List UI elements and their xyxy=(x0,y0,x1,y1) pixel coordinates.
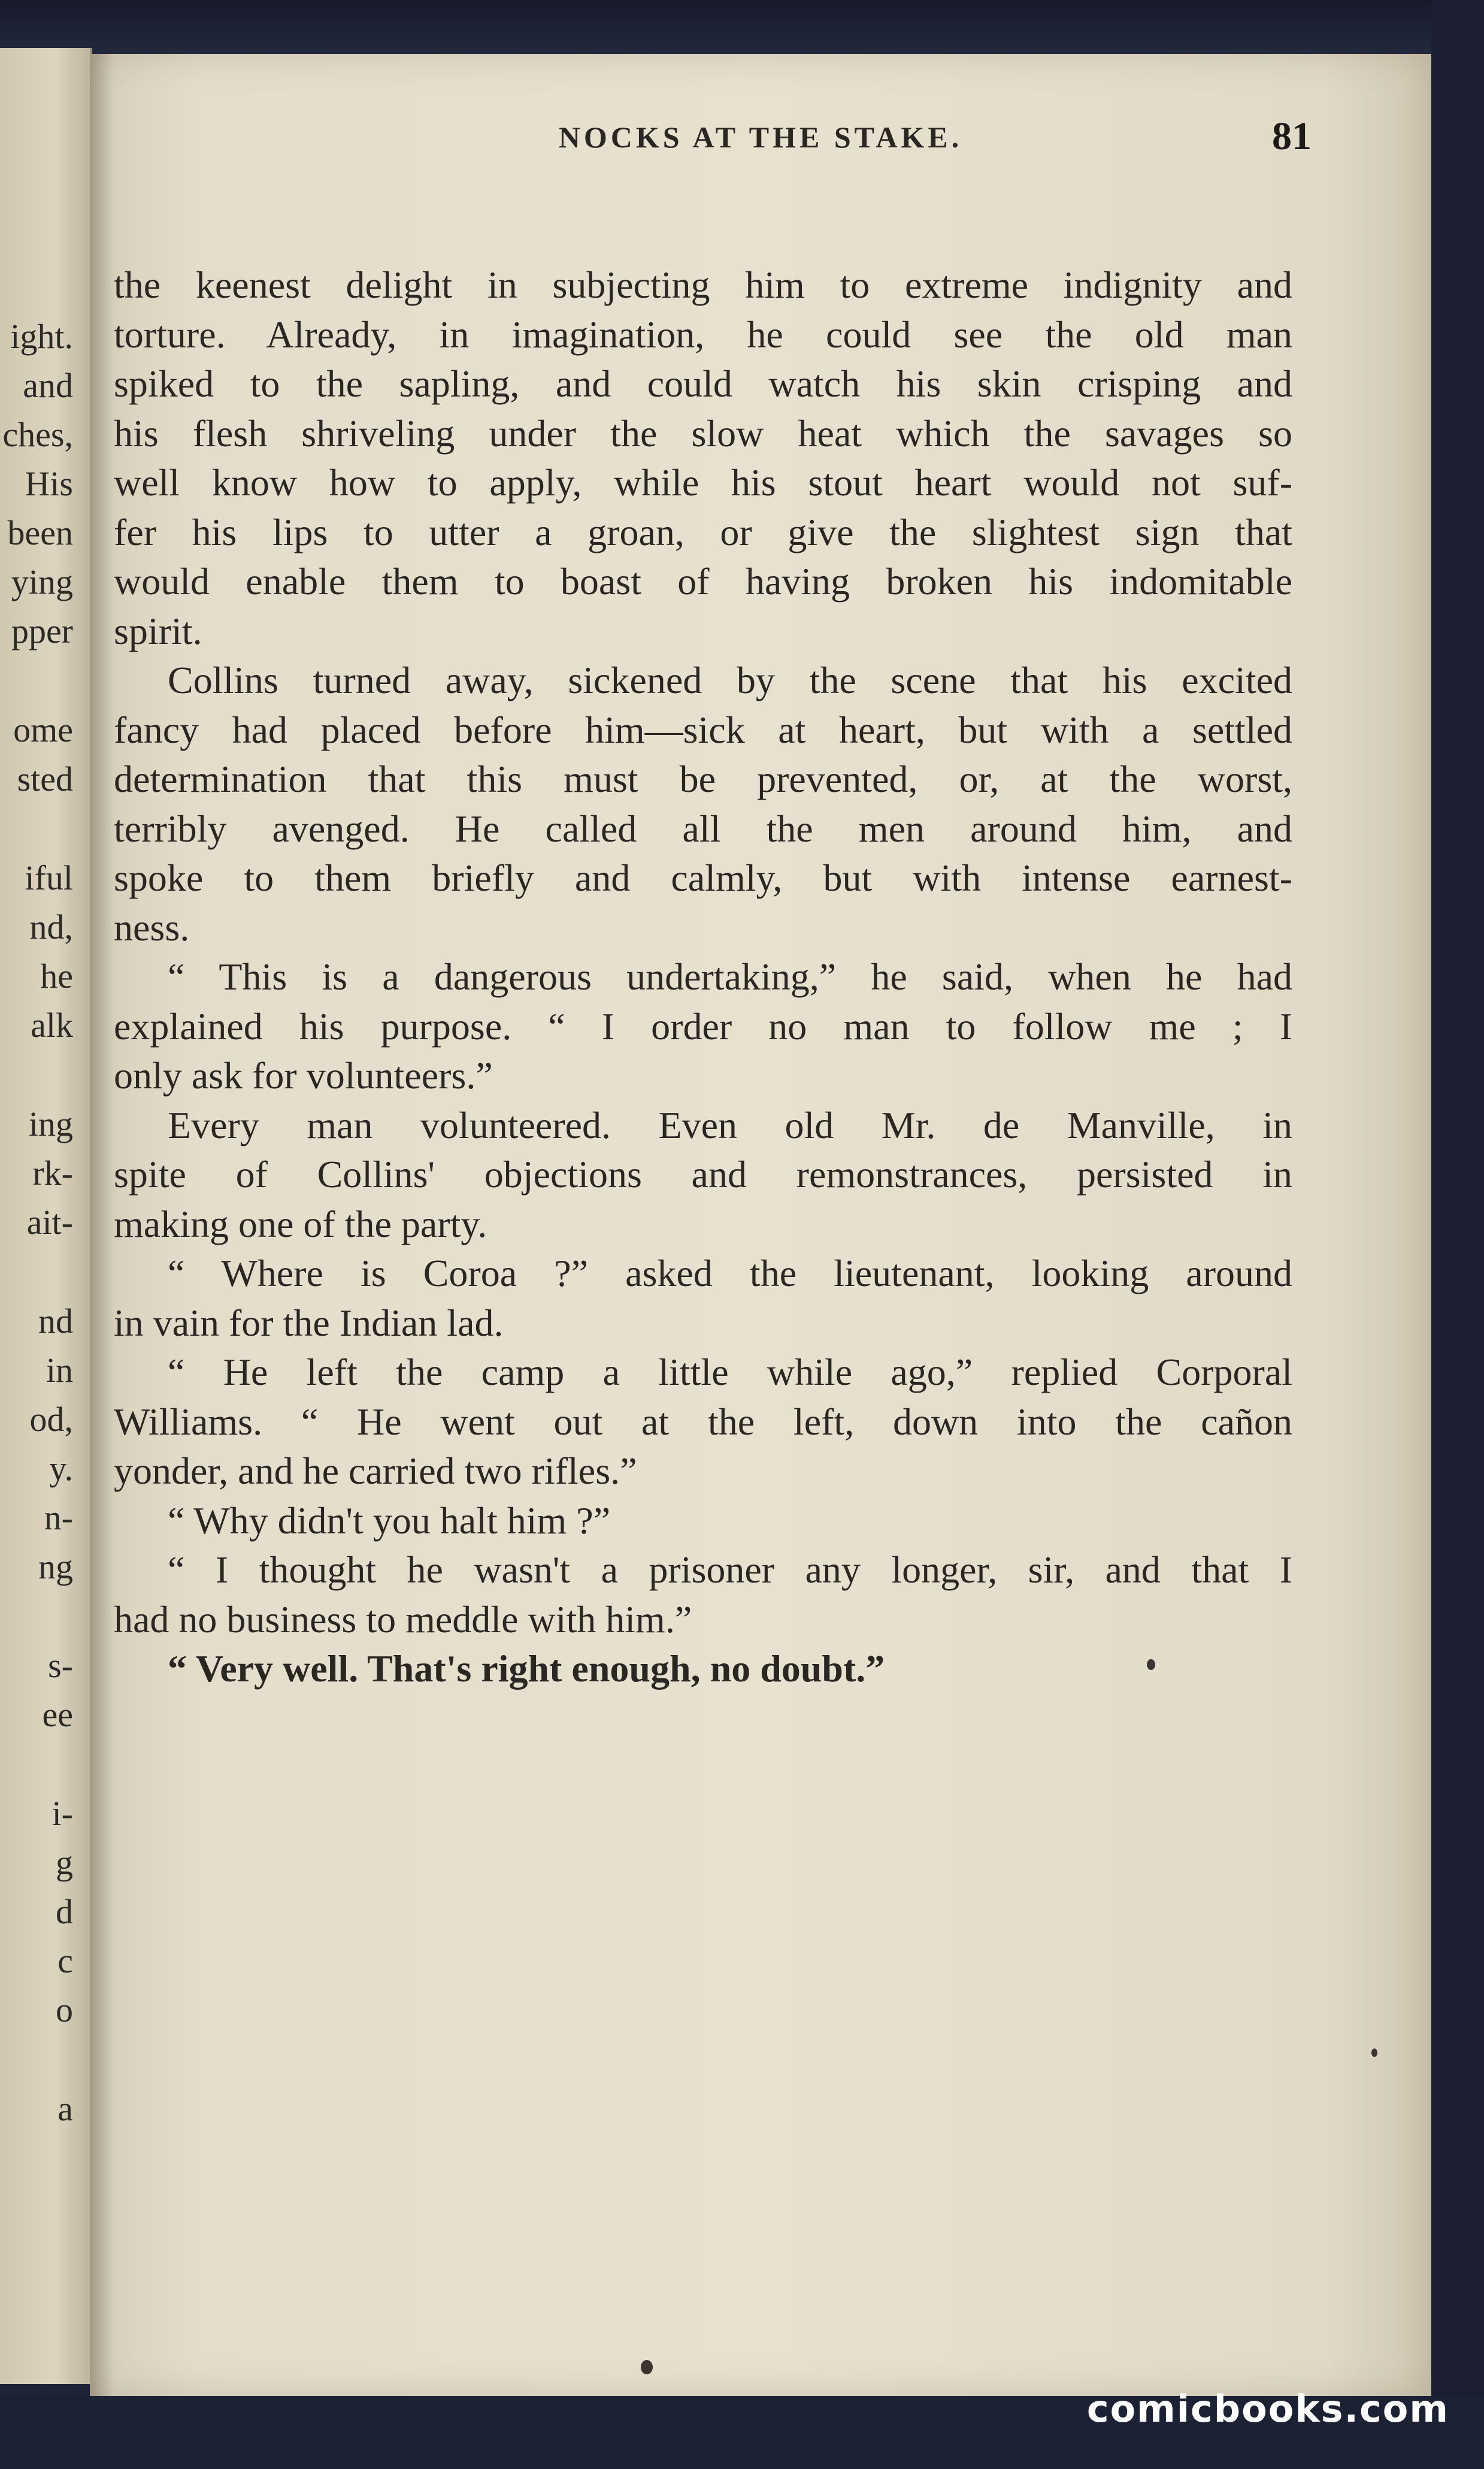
previous-page-fragment: ing xyxy=(28,1105,73,1143)
previous-page-fragment: i- xyxy=(52,1794,73,1833)
text-line: explained his purpose. “ I order no man to follow me ; I xyxy=(114,1004,1292,1048)
previous-page-fragment: in xyxy=(46,1351,73,1390)
text-line: “ He left the camp a little while ago,” replied Corporal xyxy=(168,1351,1292,1393)
previous-page-fragment: pper xyxy=(11,612,73,650)
text-line: spirit. xyxy=(114,609,202,652)
ink-speck xyxy=(1371,2049,1377,2057)
text-line: in vain for the Indian lad. xyxy=(114,1301,504,1344)
ink-speck xyxy=(1147,1659,1155,1670)
text-line: “ Very well. That's right enough, no doubt.” xyxy=(168,1647,885,1690)
previous-page-fragment: y. xyxy=(49,1449,73,1488)
previous-page-fragment: nd, xyxy=(29,907,73,946)
previous-page-fragment: ying xyxy=(11,562,73,601)
text-line: only ask for volunteers.” xyxy=(114,1054,493,1097)
text-line: Every man volunteered. Even old Mr. de Manville, in xyxy=(168,1103,1292,1146)
previous-page-fragment: ches, xyxy=(2,415,73,454)
text-line: Collins turned away, sickened by the scene that his excited xyxy=(168,659,1292,701)
previous-page-fragment: n- xyxy=(44,1498,73,1537)
text-line: yonder, and he carried two rifles.” xyxy=(114,1450,637,1492)
previous-page-fragment: ng xyxy=(38,1547,73,1586)
previous-page-fragment: and xyxy=(23,366,73,405)
text-line: spite of Collins' objections and remonstrances, persisted in xyxy=(114,1153,1292,1196)
text-line: spiked to the sapling, and could watch his skin crisping and xyxy=(114,362,1292,405)
site-watermark: comicbooks.com xyxy=(1086,2387,1449,2431)
previous-page-fragment: rk- xyxy=(32,1154,73,1193)
page-number: 81 xyxy=(1272,114,1312,158)
gutter-shadow xyxy=(90,54,114,2396)
running-head: NOCKS AT THE STAKE. xyxy=(558,120,963,154)
previous-page-fragment: o xyxy=(56,1990,73,2029)
text-line: Williams. “ He went out at the left, down into the cañon xyxy=(114,1400,1292,1443)
text-line: fer his lips to utter a groan, or give the slightest sign that xyxy=(114,510,1292,553)
text-line: “ Where is Coroa ?” asked the lieutenant, looking around xyxy=(168,1252,1292,1294)
text-line: ness. xyxy=(114,906,190,949)
previous-page-fragment: nd xyxy=(38,1302,73,1341)
text-line: “ Why didn't you halt him ?” xyxy=(168,1499,611,1542)
text-line: fancy had placed before him—sick at heart, but with a settled xyxy=(114,708,1292,751)
text-line: the keenest delight in subjecting him to extreme indignity and xyxy=(114,264,1292,306)
previous-page-edge xyxy=(0,48,92,2384)
previous-page-fragment: c xyxy=(57,1941,73,1980)
text-line: making one of the party. xyxy=(114,1202,487,1245)
previous-page-fragment: he xyxy=(40,957,73,996)
text-line: terribly avenged. He called all the men around him, and xyxy=(114,807,1292,850)
text-line: “ I thought he wasn't a prisoner any longer, sir, and that I xyxy=(168,1548,1292,1591)
previous-page-fragment: od, xyxy=(29,1400,73,1439)
text-line: well know how to apply, while his stout heart would not suf- xyxy=(114,461,1292,504)
body-text xyxy=(114,261,1292,1694)
text-line: would enable them to boast of having broken his indomitable xyxy=(114,560,1292,603)
text-line: had no business to meddle with him.” xyxy=(114,1597,692,1641)
text-line: his flesh shriveling under the slow heat which the savages so xyxy=(114,412,1292,455)
book-page xyxy=(90,54,1431,2396)
previous-page-fragment: ight. xyxy=(10,317,73,356)
previous-page-fragment: been xyxy=(7,513,73,552)
previous-page-fragment: ee xyxy=(42,1695,73,1734)
previous-page-fragment: alk xyxy=(31,1006,73,1045)
previous-page-fragment: sted xyxy=(17,760,73,798)
previous-page-fragment: d xyxy=(56,1892,73,1931)
top-border xyxy=(0,0,1484,54)
ink-speck xyxy=(641,2360,653,2374)
previous-page-fragment: iful xyxy=(25,858,73,897)
previous-page-fragment: ome xyxy=(13,710,73,749)
text-line: spoke to them briefly and calmly, but with intense earnest- xyxy=(114,857,1292,899)
text-line: torture. Already, in imagination, he could see the old man xyxy=(114,313,1292,356)
text-line: determination that this must be prevented, or, at the worst, xyxy=(114,758,1292,800)
previous-page-fragment: g xyxy=(56,1843,73,1882)
previous-page-fragment: a xyxy=(57,2089,73,2128)
right-border xyxy=(1431,0,1484,2469)
text-line: “ This is a dangerous undertaking,” he said, when he had xyxy=(168,955,1292,998)
previous-page-fragment: His xyxy=(25,464,73,503)
previous-page-fragment: ait- xyxy=(26,1203,73,1242)
previous-page-fragment: s- xyxy=(48,1646,73,1685)
